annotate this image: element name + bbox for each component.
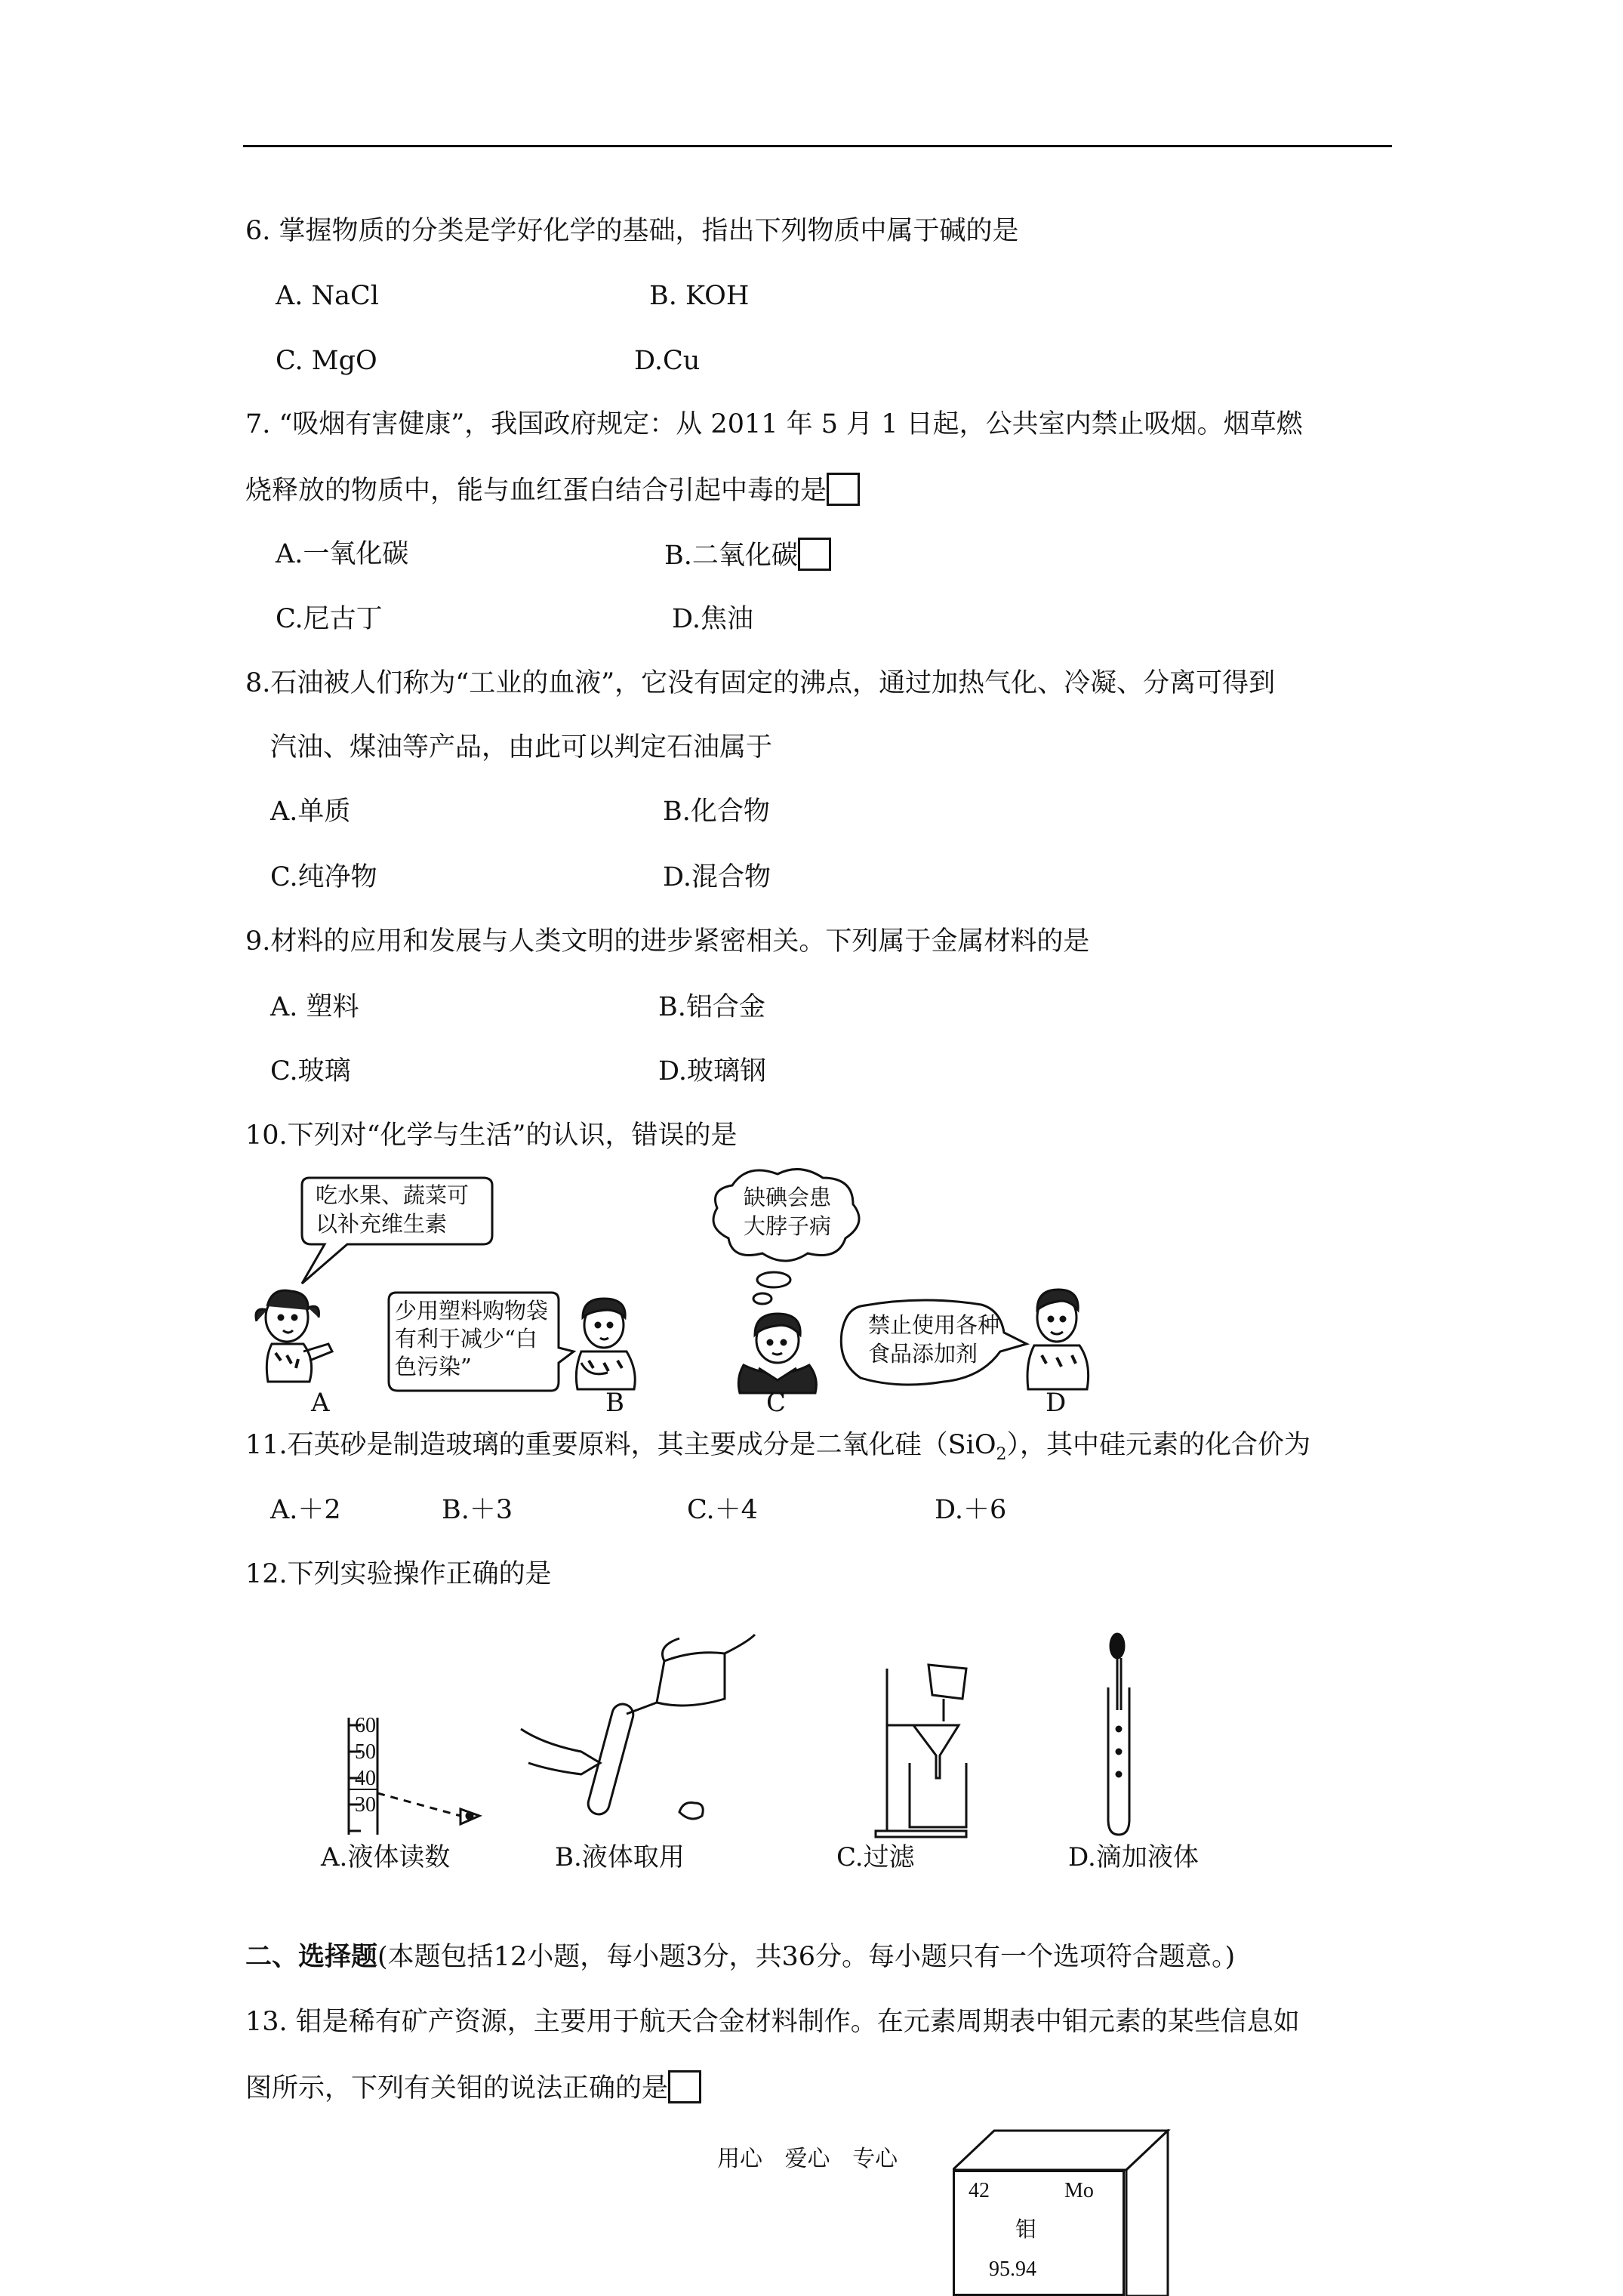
bubble-b-line2: 有利于减少“白 [395,1326,537,1351]
figure-d [1027,1290,1089,1389]
figure-b [576,1299,635,1389]
q12-experiment-figure [302,1638,1246,1842]
filtration-apparatus [876,1665,966,1837]
header-rule [243,145,1392,147]
element-symbol: Mo [1064,2179,1094,2202]
thought-dot-2 [753,1293,771,1304]
q9-option-c: C.玻璃 [270,1056,351,1086]
q8-option-c: C.纯净物 [270,862,377,892]
figure-a [256,1290,332,1382]
q8-stem-line1: 8.石油被人们称为“工业的血液”，它没有固定的沸点，通过加热气化、冷凝、分离可得到 [245,668,1276,698]
q8-stem-line2: 汽油、煤油等产品，由此可以判定石油属于 [270,732,773,763]
bubble-c-line2: 大脖子病 [744,1213,832,1239]
q8-option-b: B.化合物 [663,797,770,827]
q12-stem: 12.下列实验操作正确的是 [245,1559,552,1589]
bubble-d-line1: 禁止使用各种 [868,1312,1000,1338]
q7-stem-line1: 7. “吸烟有害健康”，我国政府规定：从 2011 年 5 月 1 日起，公共室内禁止吸烟。烟草燃 [245,409,1303,439]
answer-box [798,538,831,571]
q6-option-c: C. MgO [276,346,377,376]
answer-box [668,2070,701,2103]
q11-option-d: D.＋6 [935,1495,1007,1525]
q8-option-d: D.混合物 [663,862,771,892]
bubble-c-line1: 缺碘会患 [744,1185,832,1210]
liquid-pouring-apparatus [521,1635,755,1819]
element-name: 钼 [1015,2218,1037,2242]
page-footer: 用心 爱心 专心 [717,2146,898,2172]
q6-stem: 6. 掌握物质的分类是学好化学的基础，指出下列物质中属于碱的是 [245,216,1019,246]
q7-stem-line2: 烧释放的物质中，能与血红蛋白结合引起中毒的是 [245,473,860,507]
q11-option-c: C.＋4 [687,1495,758,1525]
bubble-b-line1: 少用塑料购物袋 [395,1298,549,1324]
q10-label-d: D [1046,1388,1067,1418]
q12-label-d: D.滴加液体 [1068,1842,1199,1872]
q10-label-a: A [311,1388,330,1418]
figure-c [738,1314,816,1393]
q6-option-a: A. NaCl [276,281,379,311]
answer-box [827,473,860,506]
q12-label-c: C.过滤 [836,1842,915,1872]
bubble-b-line3: 色污染” [395,1354,472,1379]
dropper-and-test-tube [1108,1634,1129,1835]
q7-option-a: A.一氧化碳 [276,539,409,569]
section2-heading: 二、选择题(本题包括12小题，每小题3分，共36分。每小题只有一个选项符合题意。) [245,1941,1236,1972]
q12-label-b: B.液体取用 [555,1842,685,1872]
q11-option-a: A.＋2 [270,1495,341,1525]
q12-label-a: A.液体读数 [321,1842,451,1872]
cylinder-tick-60: 60 [355,1714,376,1737]
q6-option-b: B. KOH [649,281,750,311]
q10-label-b: B [605,1388,624,1418]
q11-stem: 11.石英砂是制造玻璃的重要原料，其主要成分是二氧化硅（SiO$_2$），其中硅元素的化合价为 [245,1430,1311,1464]
q11-option-b: B.＋3 [442,1495,513,1525]
element-atomic-mass: 95.94 [989,2257,1036,2281]
bubble-d-line2: 食品添加剂 [868,1341,978,1367]
q7-option-c: C.尼古丁 [276,604,383,634]
cylinder-tick-50: 50 [355,1740,376,1764]
q6-option-d: D.Cu [634,346,701,376]
cylinder-tick-40: 40 [355,1767,376,1790]
q7-option-d: D.焦油 [672,604,753,634]
q13-stem-line2: 图所示，下列有关钼的说法正确的是 [245,2070,701,2105]
q9-option-b: B.铝合金 [658,992,765,1022]
element-atomic-number: 42 [969,2179,990,2202]
q10-stem: 10.下列对“化学与生活”的认识，错误的是 [245,1120,738,1151]
q9-option-d: D.玻璃钢 [658,1056,766,1086]
thought-dot-1 [757,1272,790,1287]
q12-experiment-svg [302,1638,1246,1842]
q9-stem: 9.材料的应用和发展与人类文明的进步紧密相关。下列属于金属材料的是 [245,926,1090,957]
q10-label-c: C [766,1388,787,1418]
cylinder-tick-30: 30 [355,1793,376,1817]
bubble-a-line1: 吃水果、蔬菜可 [316,1182,470,1208]
q7-option-b: B.二氧化碳 [664,538,831,572]
q9-option-a: A. 塑料 [270,992,359,1022]
q13-stem-line1: 13. 钼是稀有矿产资源，主要用于航天合金材料制作。在元素周期表中钼元素的某些信息如 [245,2007,1300,2037]
q8-option-a: A.单质 [270,797,351,827]
bubble-a-line2: 以补充维生素 [316,1211,448,1237]
